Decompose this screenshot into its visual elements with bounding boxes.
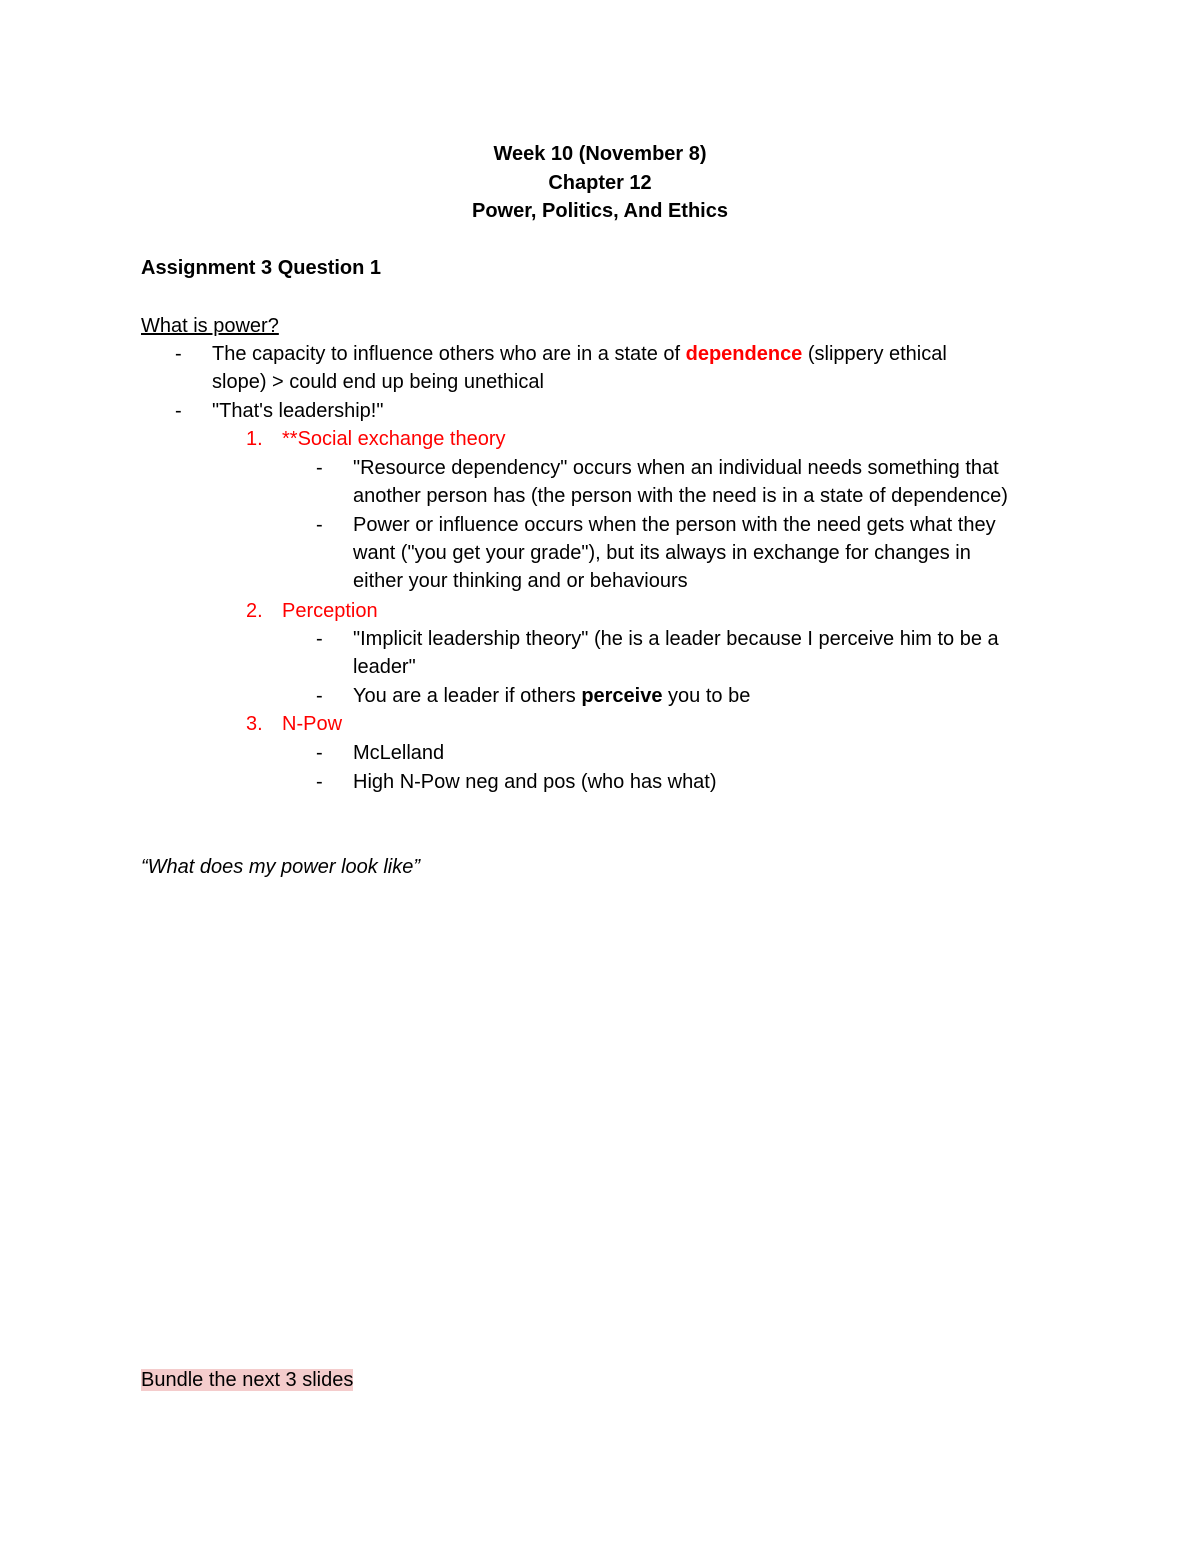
sub-bullet-dash: -: [316, 457, 323, 479]
assignment-heading: Assignment 3 Question 1: [141, 257, 382, 279]
sub-bullet-dash: -: [316, 628, 323, 650]
sub-bullet-text-cont: either your thinking and or behaviours: [353, 570, 688, 592]
bullet-text: [212, 340, 947, 368]
numbered-marker: 2.: [246, 600, 263, 622]
sub-bullet-text: Power or influence occurs when the person with the need gets what they: [353, 514, 996, 536]
sub-bullet-text-part: you to be: [662, 685, 751, 707]
sub-bullet-dash: -: [316, 685, 323, 707]
sub-bullet-text: High N-Pow neg and pos (who has what): [353, 771, 717, 793]
italic-quote: “What does my power look like”: [141, 856, 420, 878]
sub-bullet-text-cont: want ("you get your grade"), but its always in exchange for changes in: [353, 542, 971, 564]
bullet-text: "That's leadership!": [212, 400, 384, 422]
numbered-title: **Social exchange theory: [282, 428, 506, 450]
numbered-title: Perception: [282, 600, 378, 622]
numbered-title: N-Pow: [282, 713, 343, 735]
sub-bullet-text-part: You are a leader if others: [353, 685, 582, 707]
sub-bullet-dash: -: [316, 514, 323, 536]
sub-bullet-text: "Implicit leadership theory" (he is a leader because I perceive him to be a: [353, 628, 999, 650]
doc-title-week: Week 10 (November 8): [493, 143, 707, 165]
sub-bullet-dash: -: [316, 771, 323, 793]
bullet-text-cont: slope) > could end up being unethical: [212, 371, 544, 393]
sub-bullet-text: McLelland: [353, 742, 445, 764]
numbered-marker: 1.: [246, 428, 263, 450]
sub-bullet-text: "Resource dependency" occurs when an individual needs something that: [353, 457, 999, 479]
bullet-dash: -: [175, 400, 182, 422]
doc-title-topic: Power, Politics, And Ethics: [472, 200, 728, 222]
section-heading: What is power?: [141, 315, 279, 337]
keyword-dependence: dependence: [685, 343, 803, 365]
numbered-marker: 3.: [246, 713, 263, 735]
keyword-perceive: perceive: [581, 685, 663, 707]
doc-title-chapter: Chapter 12: [548, 172, 652, 194]
sub-bullet-text-cont: leader": [353, 656, 416, 678]
bullet-text-part: The capacity to influence others who are in a state of: [212, 343, 686, 365]
sub-bullet-text: [353, 682, 750, 710]
sub-bullet-dash: -: [316, 742, 323, 764]
highlight-text: Bundle the next 3 slides: [141, 1369, 354, 1391]
highlighted-note: [141, 1366, 353, 1394]
bullet-dash: -: [175, 343, 182, 365]
bullet-text-part: (slippery ethical: [802, 343, 947, 365]
sub-bullet-text-cont: another person has (the person with the need is in a state of dependence): [353, 485, 1008, 507]
